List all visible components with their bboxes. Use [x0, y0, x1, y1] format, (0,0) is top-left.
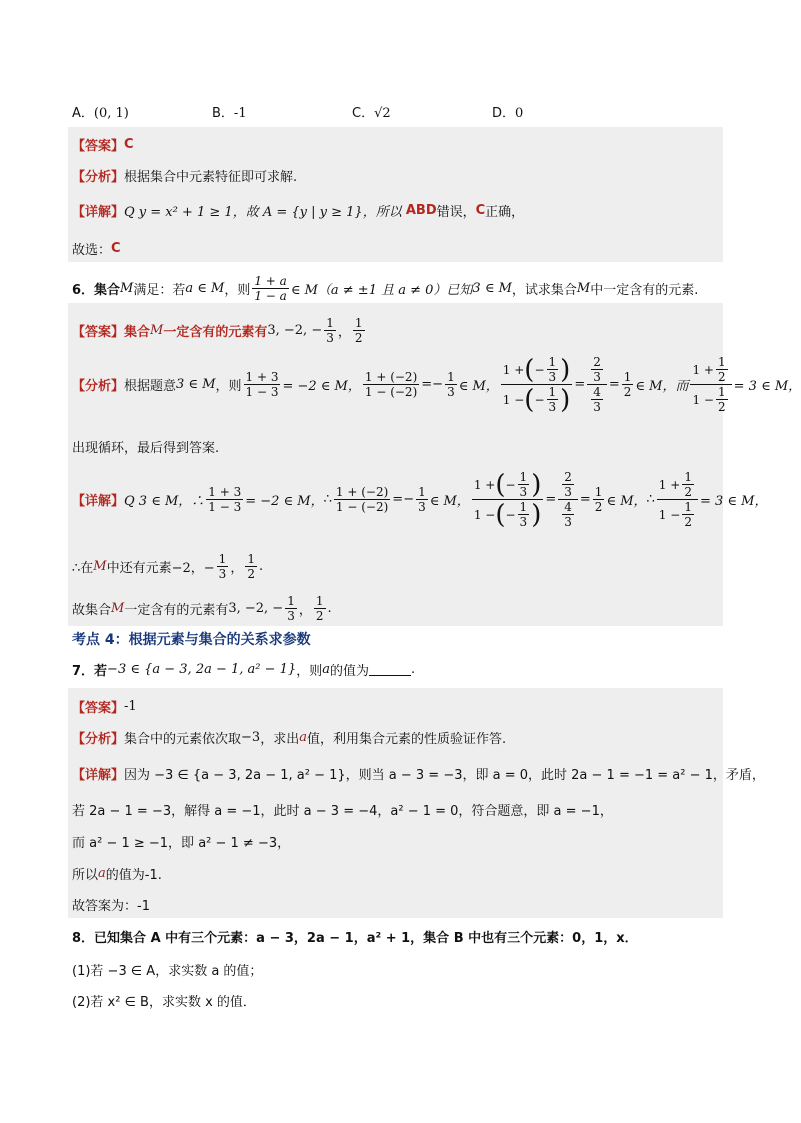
q8-part1: (1)若 −3 ∈ A，求实数 a 的值； — [72, 964, 263, 979]
nested-fraction: 1 + ( − $\frac{1}{3}$ ) 1 − ( − $\frac{1}{3}$ ) — [502, 354, 571, 415]
stem-fraction: $\frac{1 + a}{1 - a}$ — [254, 274, 287, 303]
q8-part2: (2)若 x² ∈ B，求实数 x 的值． — [72, 995, 256, 1010]
q7-answer: 【答案】 -1 — [72, 699, 137, 716]
q7-analysis: 【分析】 集合中的元素依次取 −3 ，求出 a 值，利用集合元素的性质验证作答. — [72, 730, 507, 747]
q6-answer: 【答案】 集合 M 一定含有的元素有 3, −2, − $\frac{1}{3}$ ， $\frac{1}{2}$ — [72, 316, 363, 345]
option-d: D．0 — [492, 106, 524, 121]
q6-also: ∴在 M 中还有元素 −2，− $\frac{1}{3}$ ， $\frac{1}{2}$ . — [72, 552, 264, 581]
q6-analysis: 【分析】 根据题意 3 ∈ M ，则 $\frac{1 + 3}{1 - 3}$ = −2 ∈ M， $\frac{1 + (-2)}{1 - (-2)}$ = − $\frac{1}{3}$ ∈ M， 1 + ( − $\frac{1}{3}$ ) 1 − ( − $\frac{1}{3}$ ) = $\frac{\frac{2}{3}}{\frac{4}{3}}$ = $\frac{1}{2}$ ∈ M，而 1 + $\frac{1}{2}$ 1 − $\frac{1}{2}$ = 3 ∈ M， — [72, 354, 801, 415]
option-a: A．(0, 1) — [72, 106, 129, 121]
q7-detail-2: 若 2a − 1 = −3，解得 a = −1，此时 a − 3 = −4，a² − 1 = 0，符合题意，即 a = −1， — [72, 804, 613, 819]
q5-analysis: 【分析】 根据集合中元素特征即可求解. — [72, 170, 298, 185]
q5-conclusion: 故选： C — [72, 241, 121, 258]
q5-solution-box — [68, 127, 723, 262]
q7-detail-1: 【详解】 因为 −3 ∈ {a − 3, 2a − 1, a² − 1}，则当 a − 3 = −3，即 a = 0，此时 2a − 1 = −1 = a² − 1，矛盾， — [72, 768, 765, 783]
q8-stem: 8．已知集合 A 中有三个元素：a − 3，2a − 1，a² + 1，集合 B 中也有三个元素：0，1，x． — [72, 931, 638, 946]
q6-conclusion: 故集合 M 一定含有的元素有 3, −2, − $\frac{1}{3}$ ， $\frac{1}{2}$ . — [72, 594, 332, 623]
q5-options — [72, 102, 632, 121]
q6-detail: 【详解】 Q 3 ∈ M，∴ $\frac{1 + 3}{1 - 3}$ = −2 ∈ M， ∴ $\frac{1 + (-2)}{1 - (-2)}$ = − $\frac{1}{3}$ ∈ M， 1 + ( − $\frac{1}{3}$ ) 1 − ( − $\frac{1}{3}$ ) = $\frac{\frac{2}{3}}{\frac{4}{3}}$ = $\frac{1}{2}$ ∈ M， ∴ 1 + $\frac{1}{2}$ 1 − $\frac{1}{2}$ = 3 ∈ M， — [72, 469, 768, 530]
answer-blank — [369, 663, 411, 676]
q6-analysis-end: 出现循环，最后得到答案. — [72, 441, 220, 456]
option-c: C．√2 — [352, 106, 391, 121]
q6-stem: 6．集合 M 满足：若 a ∈ M ，则 $\frac{1 + a}{1 - a}$ ∈ M（a ≠ ±1 且 a ≠ 0）已知 3 ∈ M ，试求集合 M 中一定含有的元素. — [72, 274, 699, 303]
q7-detail-4: 所以 a 的值为-1. — [72, 866, 162, 883]
section-heading: 考点 4：根据元素与集合的关系求参数 — [72, 632, 311, 648]
option-b: B．-1 — [212, 106, 247, 121]
q5-detail: 【详解】 Q y = x² + 1 ≥ 1，故 A = {y | y ≥ 1}，所以 ABD 错误， C 正确， — [72, 203, 525, 220]
q5-answer: 【答案】 C — [72, 137, 134, 154]
q7-stem: 7．若 −3 ∈ {a − 3, 2a − 1, a² − 1} ，则 a 的值为 . — [72, 662, 416, 679]
q7-detail-3: 而 a² − 1 ≥ −1，即 a² − 1 ≠ −3， — [72, 836, 291, 851]
q7-conclusion: 故答案为：-1 — [72, 899, 150, 914]
